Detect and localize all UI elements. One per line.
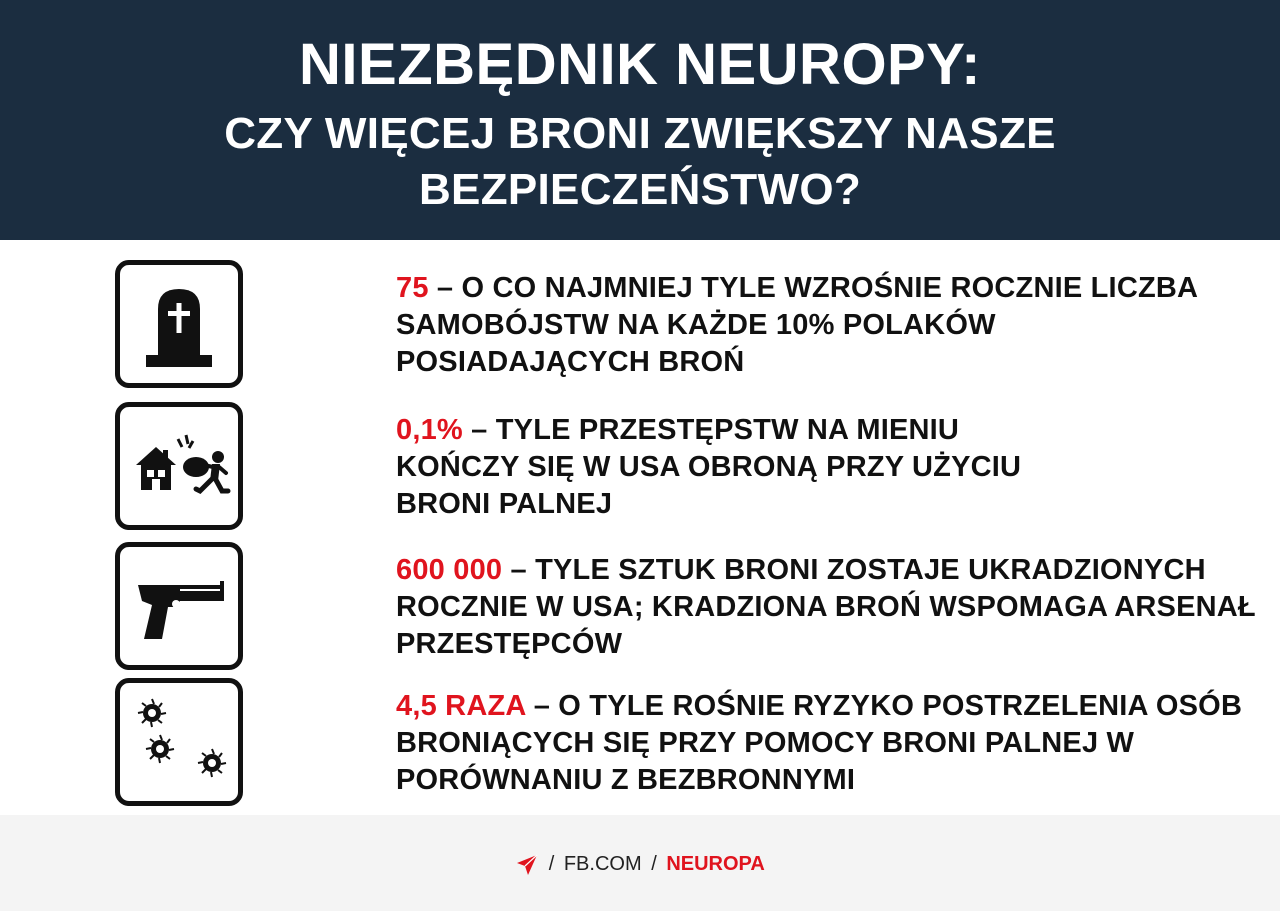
- stat-shooting-risk: [396, 688, 1256, 799]
- footer-domain[interactable]: FB.COM: [563, 853, 642, 875]
- burglar-house-icon: [115, 402, 243, 530]
- bullet-holes-icon: [115, 678, 243, 806]
- footer-brand[interactable]: NEUROPA: [666, 853, 765, 875]
- footer-separator: /: [651, 853, 657, 875]
- footer-separator: /: [548, 853, 555, 875]
- list-item: [0, 532, 1280, 672]
- page-title: NIEZBĘDNIK NEUROPY:: [299, 32, 981, 97]
- list-item: [0, 392, 1280, 532]
- stat-suicides: [396, 270, 1256, 381]
- stat-number: 75: [396, 272, 429, 304]
- list-item: [0, 668, 1280, 808]
- list-item: [0, 250, 1280, 390]
- stat-number: 0,1%: [396, 414, 463, 446]
- stat-stolen-guns: [396, 552, 1256, 663]
- stat-number: 4,5 RAZA: [396, 690, 526, 722]
- header-banner: [0, 0, 1280, 240]
- stat-description: – TYLE PRZESTĘPSTW NA MIENIU KOŃCZY SIĘ W USA OBRONĄ PRZY UŻYCIU BRONI PALNEJ: [396, 414, 1022, 520]
- stat-description: – O CO NAJMNIEJ TYLE WZROŚNIE ROCZNIE LICZBA SAMOBÓJSTW NA KAŻDE 10% POLAKÓW POSIADAJĄCYCH BROŃ: [396, 272, 1198, 378]
- paper-plane-icon: [515, 853, 539, 877]
- pistol-icon: [115, 542, 243, 670]
- footer-credit: [0, 851, 1280, 877]
- stat-description: – O TYLE ROŚNIE RYZYKO POSTRZELENIA OSÓB BRONIĄCYCH SIĘ PRZY POMOCY BRONI PALNEJ W PORÓWNANIU Z BEZBRONNYMI: [396, 690, 1243, 796]
- stats-list: [0, 240, 1280, 815]
- stat-number: 600 000: [396, 554, 503, 586]
- tombstone-icon: [115, 260, 243, 388]
- stat-property-crimes: [396, 412, 1036, 523]
- stat-description: – TYLE SZTUK BRONI ZOSTAJE UKRADZIONYCH ROCZNIE W USA; KRADZIONA BROŃ WSPOMAGA ARSENAŁ PRZESTĘPCÓW: [396, 554, 1256, 660]
- footer: [0, 815, 1280, 911]
- page-subtitle: CZY WIĘCEJ BRONI ZWIĘKSZY NASZE BEZPIECZEŃSTWO?: [224, 109, 1056, 214]
